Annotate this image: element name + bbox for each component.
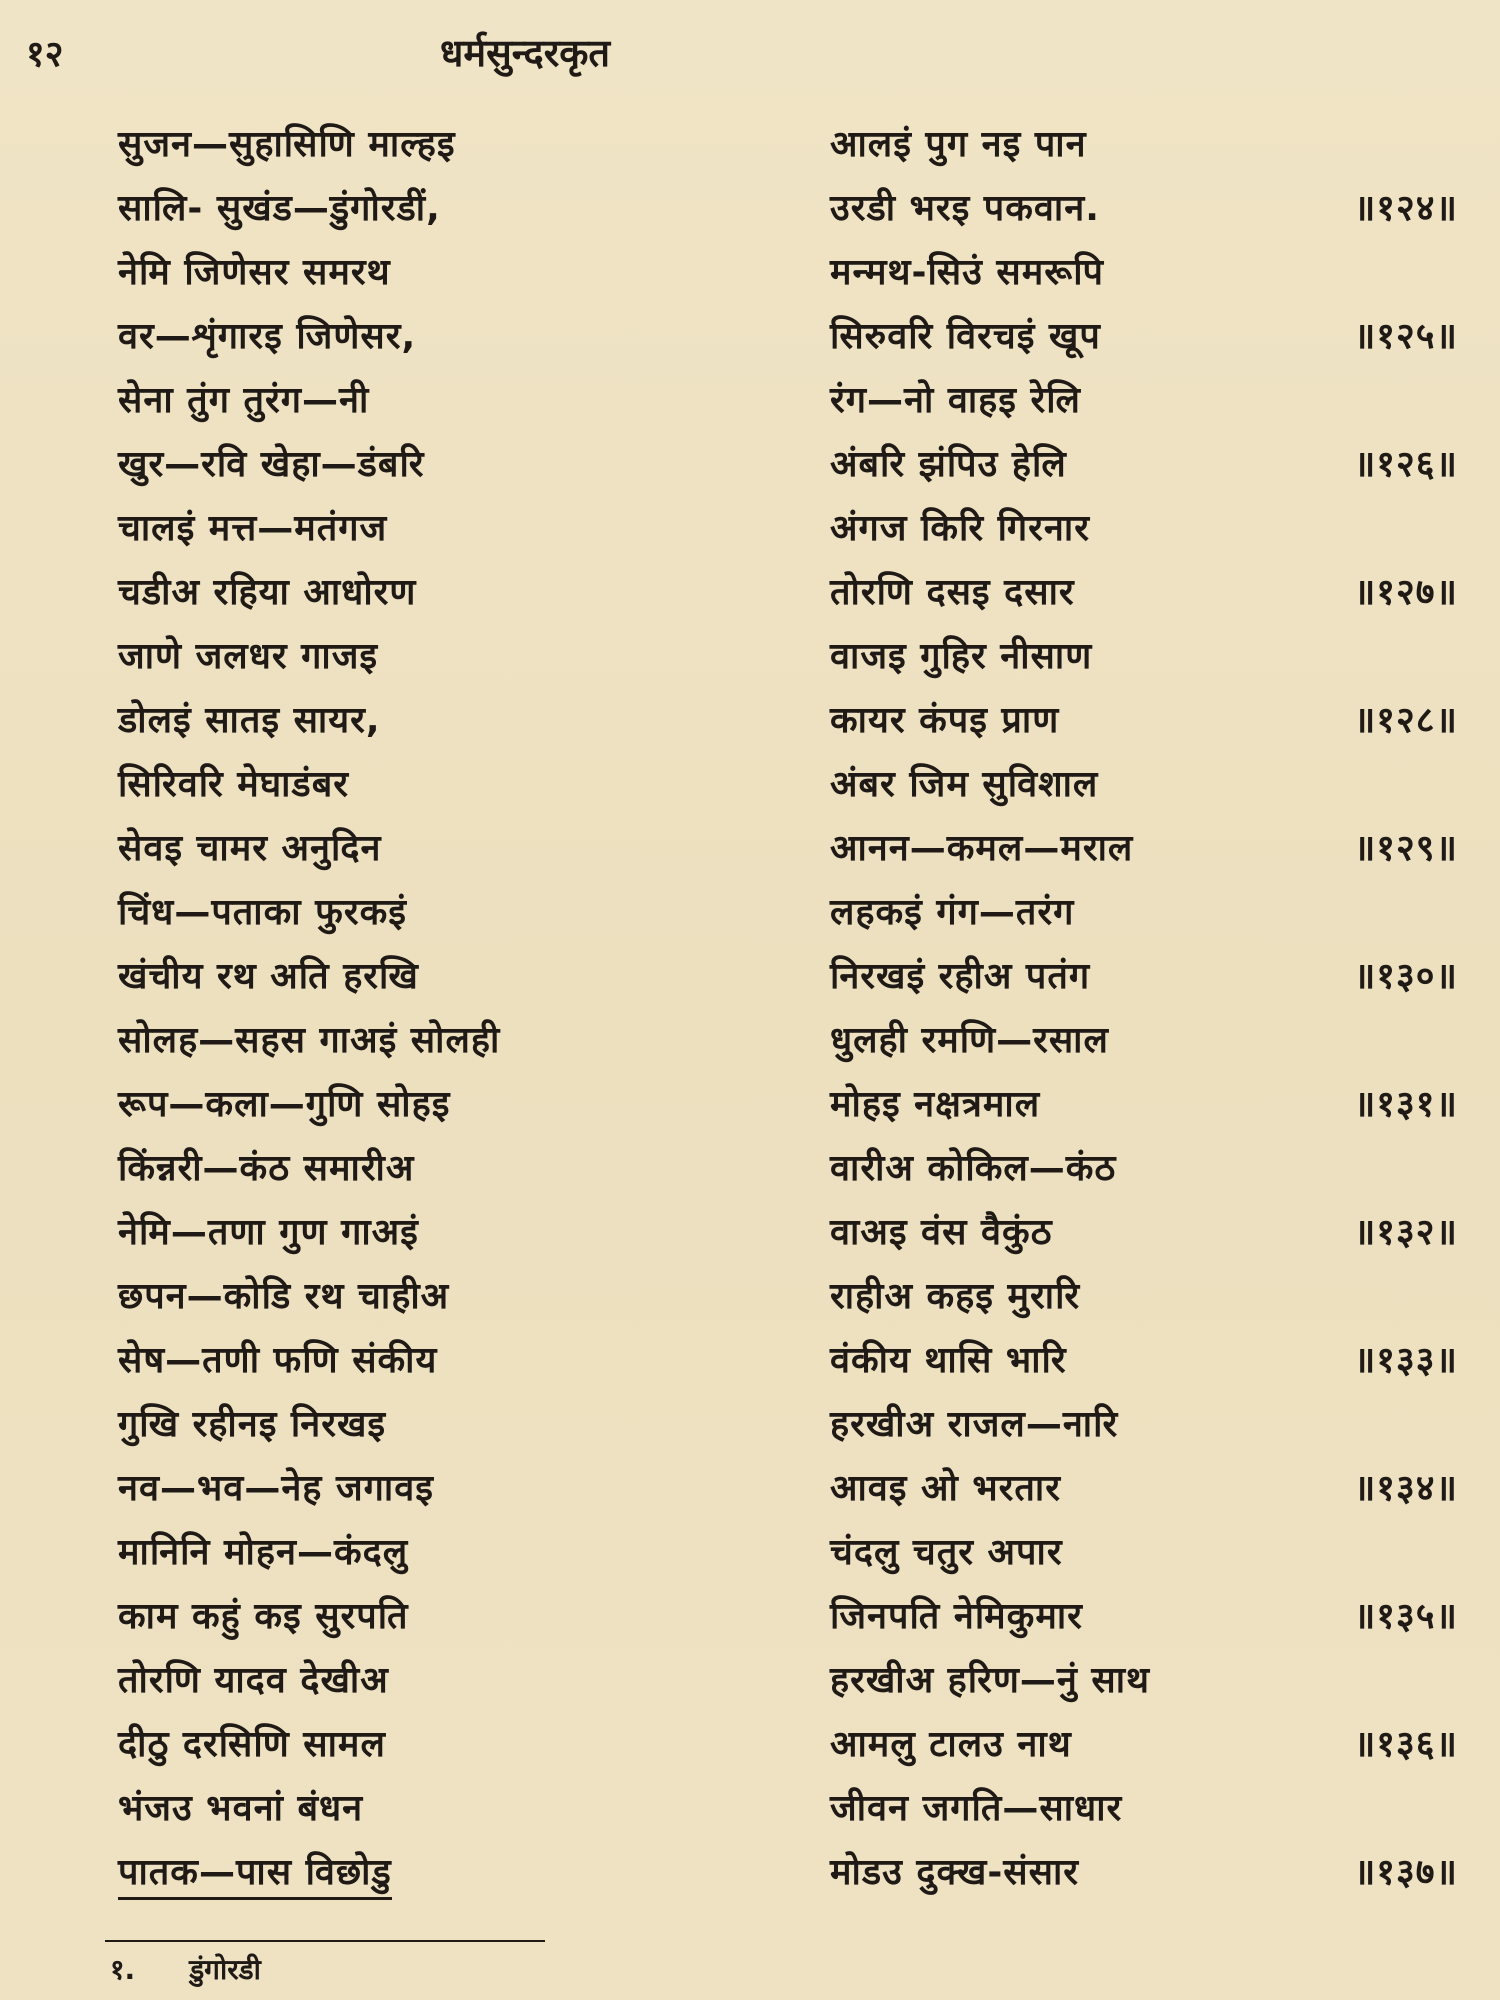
verse-line	[0, 1462, 1500, 1526]
verse-right-half: लहकइं गंग—तरंग	[830, 892, 1075, 933]
verse-right-half: वंकीय थासि भारि	[830, 1340, 1067, 1381]
verse-line	[0, 630, 1500, 694]
verse-number: ॥१२६॥	[1353, 444, 1458, 485]
verse-right-half: धुलही रमणि—रसाल	[830, 1020, 1109, 1061]
verse-number: ॥१२४॥	[1353, 188, 1458, 229]
verse-left-half: सोलह—सहस गाअइं सोलही	[118, 1020, 501, 1061]
verse-number: ॥१३१॥	[1353, 1084, 1458, 1125]
verse-right-half: उरडी भरइ पकवान.	[830, 188, 1100, 229]
verse-right-half: वाअइ वंस वैकुंठ	[830, 1212, 1053, 1253]
verse-left-half: वर—शृंगारइ जिणेसर,	[118, 316, 417, 357]
verse-number: ॥१२८॥	[1353, 700, 1458, 741]
verse-number: ॥१३२॥	[1353, 1212, 1458, 1253]
verse-left-half: चालइं मत्त—मतंगज	[118, 508, 388, 549]
verse-line	[0, 1782, 1500, 1846]
verse-right-half: निरखइं रहीअ पतंग	[830, 956, 1091, 997]
verse-number: ॥१३७॥	[1353, 1852, 1458, 1893]
verse-left-half: जाणे जलधर गाजइ	[118, 636, 379, 677]
verse-right-half: मोडउ दुक्ख-संसार	[830, 1852, 1080, 1893]
verse-right-half: वाजइ गुहिर नीसाण	[830, 636, 1093, 677]
verse-right-half: सिरुवरि विरचइं खूप	[830, 316, 1101, 357]
verse-right-half: कायर कंपइ प्राण	[830, 700, 1060, 741]
verse-left-half: दीठु दरसिणि सामल	[118, 1724, 386, 1765]
verse-right-half: आलइं पुग नइ पान	[830, 124, 1087, 165]
verse-left-half: तोरणि यादव देखीअ	[118, 1660, 389, 1701]
verse-number: ॥१३४॥	[1353, 1468, 1458, 1509]
verse-line	[0, 758, 1500, 822]
verse-right-half: चंदलु चतुर अपार	[830, 1532, 1063, 1573]
verse-line	[0, 374, 1500, 438]
page-number: १२	[26, 34, 64, 75]
verse-line	[0, 1206, 1500, 1270]
verse-right-half: अंबरि झंपिउ हेलि	[830, 444, 1067, 485]
verse-line	[0, 1846, 1500, 1910]
verse-number: ॥१३३॥	[1353, 1340, 1458, 1381]
verse-line	[0, 1078, 1500, 1142]
verse-left-half: सेष—तणी फणि संकीय	[118, 1340, 438, 1381]
verse-line	[0, 310, 1500, 374]
verse-left-half: किंन्नरी—कंठ समारीअ	[118, 1148, 415, 1189]
verse-left-half: सालि- सुखंड—डुंगोरडीं,	[118, 188, 441, 229]
verse-left-half: भंजउ भवनां बंधन	[118, 1788, 364, 1829]
verse-number: ॥१३०॥	[1353, 956, 1458, 997]
footnote	[110, 1950, 261, 1988]
verse-left-half: छपन—कोडि रथ चाहीअ	[118, 1276, 450, 1317]
verse-left-half: रूप—कला—गुणि सोहइ	[118, 1084, 451, 1125]
verse-left-half: पातक—पास विछोडु	[118, 1846, 392, 1900]
verse-right-half: रंग—नो वाहइ रेलि	[830, 380, 1081, 421]
verse-number: ॥१२७॥	[1353, 572, 1458, 613]
verse-number: ॥१२९॥	[1353, 828, 1458, 869]
running-title: धर्मसुन्दरकृत	[440, 31, 611, 75]
verse-left-half: डोलइं सातइ सायर,	[118, 700, 381, 741]
verse-left-half: सुजन—सुहासिणि माल्हइ	[118, 124, 456, 165]
verse-left-half: सिरिवरि मेघाडंबर	[118, 764, 349, 805]
verse-line	[0, 502, 1500, 566]
verse-line	[0, 1398, 1500, 1462]
verse-line	[0, 118, 1500, 182]
verse-right-half: तोरणि दसइ दसार	[830, 572, 1075, 613]
verse-line	[0, 1014, 1500, 1078]
verse-left-half: गुखि रहीनइ निरखइ	[118, 1404, 387, 1445]
verse-left-half: काम कहुं कइ सुरपति	[118, 1596, 409, 1637]
verse-right-half: राहीअ कहइ मुरारि	[830, 1276, 1081, 1317]
verse-line	[0, 1270, 1500, 1334]
verse-line	[0, 1718, 1500, 1782]
verse-line	[0, 1526, 1500, 1590]
verse-list	[0, 118, 1500, 1910]
verse-left-half: खंचीय रथ अति हरखि	[118, 956, 419, 997]
verse-line	[0, 438, 1500, 502]
page-header	[0, 22, 1500, 82]
verse-right-half: वारीअ कोकिल—कंठ	[830, 1148, 1117, 1189]
footnote-marker: १.	[110, 1953, 136, 1986]
verse-line	[0, 1142, 1500, 1206]
verse-line	[0, 1654, 1500, 1718]
verse-right-half: हरखीअ राजल—नारि	[830, 1404, 1119, 1445]
verse-right-half: जीवन जगति—साधार	[830, 1788, 1123, 1829]
verse-left-half: सेना तुंग तुरंग—नी	[118, 380, 370, 421]
verse-right-half: हरखीअ हरिण—नुं साथ	[830, 1660, 1151, 1701]
verse-line	[0, 886, 1500, 950]
verse-line	[0, 1590, 1500, 1654]
verse-left-half: नेमि—तणा गुण गाअइं	[118, 1212, 419, 1253]
verse-right-half: जिनपति नेमिकुमार	[830, 1596, 1083, 1637]
verse-right-half: आनन—कमल—मराल	[830, 828, 1134, 869]
verse-left-half: मानिनि मोहन—कंदलु	[118, 1532, 409, 1573]
verse-line	[0, 182, 1500, 246]
verse-number: ॥१३५॥	[1353, 1596, 1458, 1637]
verse-left-half: नव—भव—नेह जगावइ	[118, 1468, 434, 1509]
verse-left-half: चिंध—पताका फुरकइं	[118, 892, 407, 933]
verse-right-half: अंबर जिम सुविशाल	[830, 764, 1099, 805]
verse-line	[0, 246, 1500, 310]
verse-left-half: सेवइ चामर अनुदिन	[118, 828, 382, 869]
verse-number: ॥१२५॥	[1353, 316, 1458, 357]
verse-right-half: मोहइ नक्षत्रमाल	[830, 1084, 1041, 1125]
verse-right-half: मन्मथ-सिउं समरूपि	[830, 252, 1104, 293]
verse-line	[0, 694, 1500, 758]
verse-left-half: चडीअ रहिया आधोरण	[118, 572, 417, 613]
verse-line	[0, 822, 1500, 886]
verse-line	[0, 950, 1500, 1014]
verse-right-half: अंगज किरि गिरनार	[830, 508, 1090, 549]
verse-right-half: आवइ ओ भरतार	[830, 1468, 1061, 1509]
verse-left-half: खुर—रवि खेहा—डंबरि	[118, 444, 425, 485]
footnote-text: डुंगोरडी	[189, 1953, 261, 1986]
verse-line	[0, 566, 1500, 630]
verse-left-half: नेमि जिणेसर समरथ	[118, 252, 391, 293]
verse-number: ॥१३६॥	[1353, 1724, 1458, 1765]
verse-right-half: आमलु टालउ नाथ	[830, 1724, 1072, 1765]
verse-line	[0, 1334, 1500, 1398]
footnote-divider	[105, 1940, 545, 1942]
